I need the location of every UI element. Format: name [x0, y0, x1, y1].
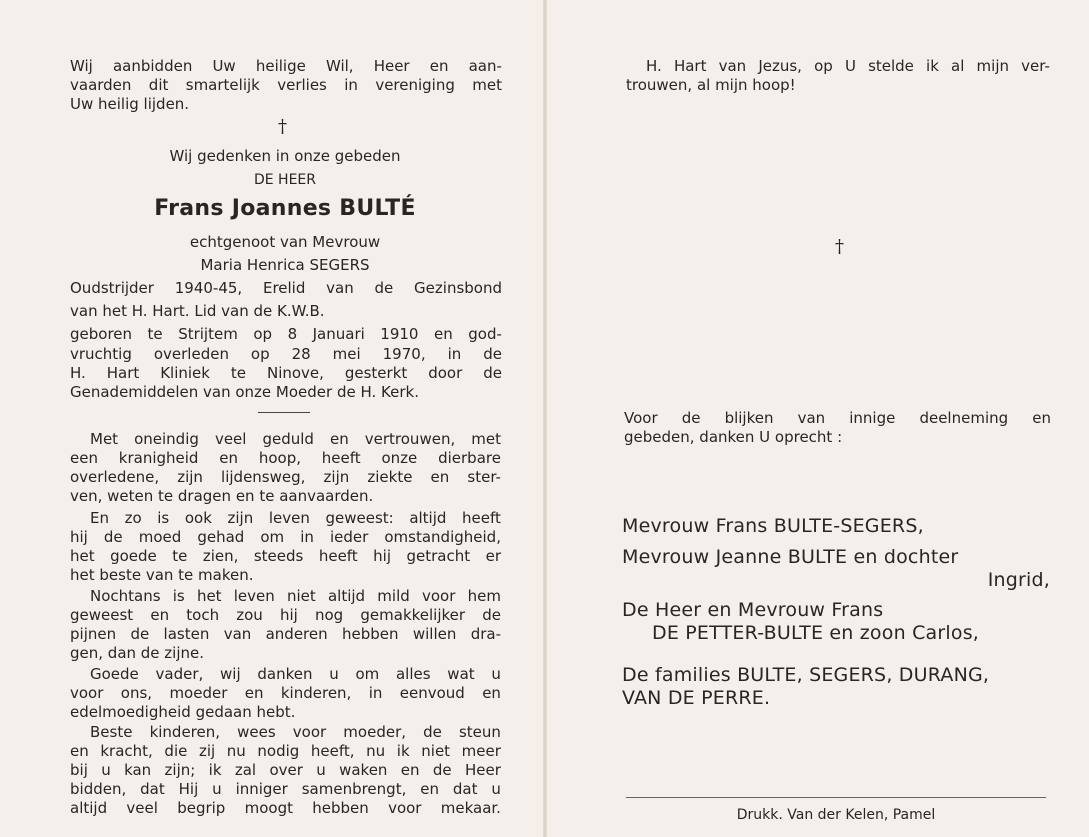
family-line: De Heer en Mevrouw Frans	[622, 599, 884, 621]
printer-credit: Drukk. Van der Kelen, Pamel	[736, 807, 936, 823]
para-line: En zo is ook zijn leven geweest: altijd heeft	[90, 509, 501, 527]
invocation-line: trouwen, al mijn hoop!	[626, 76, 796, 94]
honors-line: Oudstrijder 1940-45, Erelid van de Gezinsbond	[70, 279, 502, 297]
bio-line: Genademiddelen van onze Moeder de H. Kerk.	[70, 383, 419, 401]
thanks-line: gebeden, danken U oprecht :	[624, 428, 843, 446]
para-line: een kranigheid en hoop, heeft onze dierbare	[70, 449, 501, 467]
opening-line: Uw heilig lijden.	[70, 95, 190, 113]
deceased-name: Frans Joannes BULTÉ	[154, 196, 416, 221]
para-line: voor ons, moeder en kinderen, in eenvoud en	[70, 684, 501, 702]
separator	[258, 412, 310, 413]
commemorate-line: Wij gedenken in onze gebeden	[169, 147, 401, 165]
para-line: het goede te zien, steeds heeft hij getracht er	[70, 547, 501, 565]
honors-line: van het H. Hart. Lid van de K.W.B.	[70, 302, 325, 320]
invocation-line: H. Hart van Jezus, op U stelde ik al mijn ver-	[646, 57, 1050, 75]
family-line: Mevrouw Jeanne BULTE en dochter	[622, 546, 959, 568]
para-line: pijnen de lasten van anderen hebben willen dra-	[70, 625, 501, 643]
footer-rule	[626, 797, 1046, 798]
para-line: Beste kinderen, wees voor moeder, de steun	[90, 723, 501, 741]
cross-icon: †	[835, 236, 844, 257]
para-line: bij u kan zijn; ik zal over u waken en de Heer	[70, 761, 501, 779]
bio-line: vruchtig overleden op 28 mei 1970, in de	[70, 345, 502, 363]
para-line: ven, weten te dragen en te aanvaarden.	[70, 487, 374, 505]
spouse-name: Maria Henrica SEGERS	[200, 256, 370, 274]
thanks-line: Voor de blijken van innige deelneming en	[624, 409, 1051, 427]
title-line: DE HEER	[253, 172, 317, 188]
opening-line: Wij aanbidden Uw heilige Wil, Heer en aan-	[70, 57, 502, 75]
family-line: VAN DE PERRE.	[622, 687, 771, 709]
opening-line: vaarden dit smartelijk verlies in vereniging met	[70, 76, 502, 94]
spouse-line: echtgenoot van Mevrouw	[189, 233, 381, 251]
bio-line: H. Hart Kliniek te Ninove, gesterkt door de	[70, 364, 502, 382]
family-line: De families BULTE, SEGERS, DURANG,	[622, 664, 990, 686]
family-line: Ingrid,	[987, 569, 1050, 591]
para-line: gen, dan de zijne.	[70, 644, 205, 662]
para-line: en kracht, die zij nu nodig heeft, nu ik niet meer	[70, 742, 501, 760]
para-line: Met oneindig veel geduld en vertrouwen, met	[90, 430, 501, 448]
para-line: bidden, dat Hij u inniger samenbrengt, en dat u	[70, 780, 501, 798]
para-line: hij de moed gehad om in ieder omstandigheid,	[70, 528, 501, 546]
para-line: het beste van te maken.	[70, 566, 254, 584]
bio-line: geboren te Strijtem op 8 Januari 1910 en god-	[70, 325, 502, 343]
para-line: Nochtans is het leven niet altijd mild voor hem	[90, 587, 501, 605]
card-fold	[543, 0, 547, 837]
para-line: altijd veel begrip moogt hebben voor mekaar.	[70, 799, 501, 817]
family-line: DE PETTER-BULTE en zoon Carlos,	[652, 622, 980, 644]
para-line: overledene, zijn lijdensweg, zijn ziekte en ster-	[70, 468, 501, 486]
family-line: Mevrouw Frans BULTE-SEGERS,	[622, 515, 924, 537]
para-line: Goede vader, wij danken u om alles wat u	[90, 665, 501, 683]
para-line: edelmoedigheid gedaan hebt.	[70, 703, 296, 721]
cross-icon: †	[278, 116, 287, 137]
para-line: geweest en toch zou hij nog gemakkelijker de	[70, 606, 501, 624]
